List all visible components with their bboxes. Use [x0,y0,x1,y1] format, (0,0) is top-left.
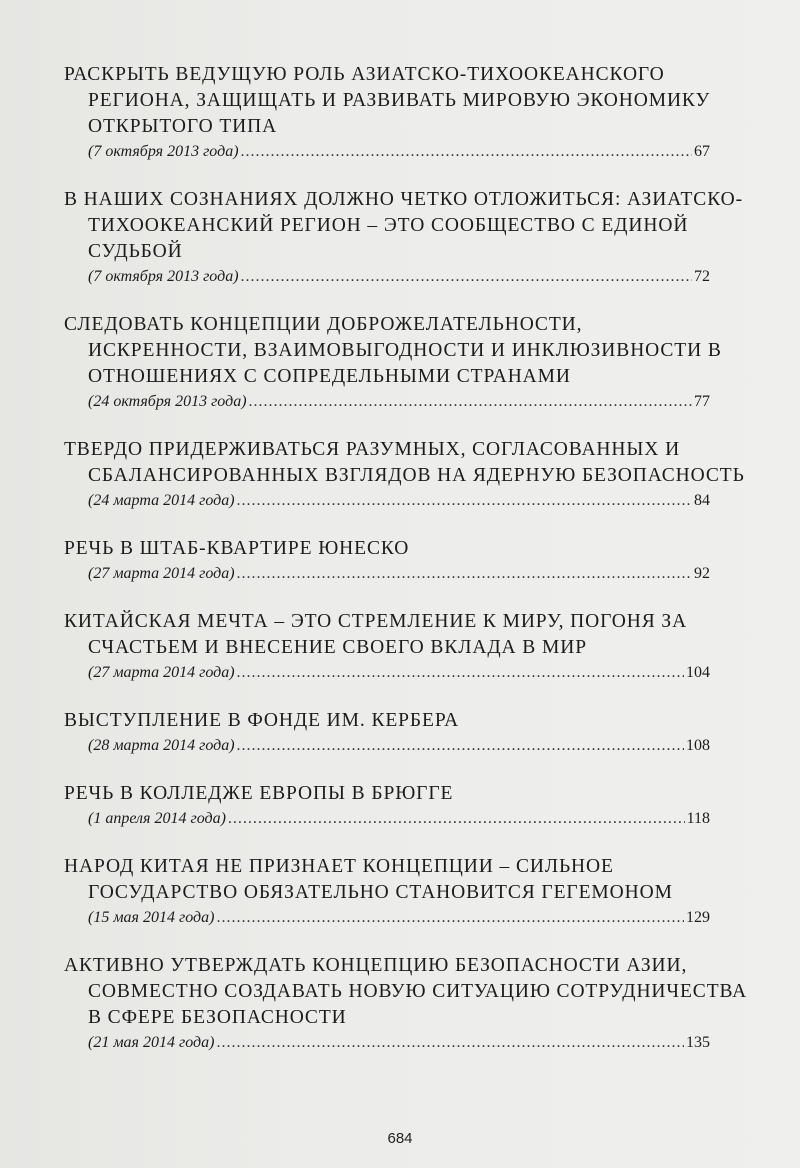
toc-entry-page: 104 [686,664,710,681]
toc-entry-title [64,781,710,807]
toc-title-line: НАРОД КИТАЯ НЕ ПРИЗНАЕТ КОНЦЕПЦИИ – СИЛЬНОЕ [64,856,614,877]
toc-entry-page: 67 [694,143,710,160]
toc-entry [64,312,722,413]
toc-entry-title [64,312,722,390]
toc-entry-page: 92 [694,565,710,582]
toc-title-line: КИТАЙСКАЯ МЕЧТА – ЭТО СТРЕМЛЕНИЕ К МИРУ, ПОГОНЯ ЗА [64,611,688,632]
dot-leader [216,1032,684,1054]
toc-entry-title [64,854,710,906]
toc-title-line: СБАЛАНСИРОВАННЫХ ВЗГЛЯДОВ НА ЯДЕРНУЮ БЕЗОПАСНОСТЬ [88,465,745,486]
toc-entry-page: 129 [686,909,710,926]
toc-entry [64,536,710,585]
toc-date-line [64,735,710,757]
toc-entry [64,187,743,288]
toc-date-line [64,490,710,512]
toc-entry-title [64,437,745,489]
toc-date-line [64,808,710,830]
toc-entry-page: 108 [686,737,710,754]
toc-title-line: СЛЕДОВАТЬ КОНЦЕПЦИИ ДОБРОЖЕЛАТЕЛЬНОСТИ, [64,314,583,335]
toc-entry-page: 77 [694,393,710,410]
toc-entry-date: (24 марта 2014 года) [88,492,235,509]
toc-entry [64,708,710,757]
toc-entry-date: (7 октября 2013 года) [88,268,239,285]
toc-entry-page: 118 [686,810,710,827]
toc-entry [64,437,745,512]
toc-title-line: РЕЧЬ В ШТАБ-КВАРТИРЕ ЮНЕСКО [64,538,410,559]
toc-entry-date: (21 мая 2014 года) [88,1034,215,1051]
toc-title-line: В НАШИХ СОЗНАНИЯХ ДОЛЖНО ЧЕТКО ОТЛОЖИТЬСЯ: АЗИАТСКО- [64,189,743,210]
toc-date-line [64,907,710,929]
toc-date-line [64,141,710,163]
toc-title-line: ТИХООКЕАНСКИЙ РЕГИОН – ЭТО СООБЩЕСТВО С ЕДИНОЙ [88,215,689,236]
dot-leader [216,907,684,929]
toc-title-line: ИСКРЕННОСТИ, ВЗАИМОВЫГОДНОСТИ И ИНКЛЮЗИВНОСТИ В [88,340,722,361]
toc-entry-date: (24 октября 2013 года) [88,393,247,410]
toc-entry-title [64,708,710,734]
dot-leader [237,563,692,585]
toc-title-line: ГОСУДАРСТВО ОБЯЗАТЕЛЬНО СТАНОВИТСЯ ГЕГЕМОНОМ [88,882,673,903]
toc-entry-date: (15 мая 2014 года) [88,909,215,926]
toc-entry-date: (27 марта 2014 года) [88,565,235,582]
toc-entry-date: (7 октября 2013 года) [88,143,239,160]
toc-title-line: ВЫСТУПЛЕНИЕ В ФОНДЕ ИМ. КЕРБЕРА [64,710,460,731]
toc-date-line [64,1032,710,1054]
toc-entry-title [64,62,710,140]
toc-entry-title [64,953,748,1031]
toc-date-line [64,391,710,413]
dot-leader [237,662,684,684]
toc-entry-page: 135 [686,1034,710,1051]
toc-date-line [64,266,710,288]
toc-entry [64,62,710,163]
toc-title-line: ОТНОШЕНИЯХ С СОПРЕДЕЛЬНЫМИ СТРАНАМИ [88,366,571,387]
dot-leader [249,391,692,413]
toc-title-line: АКТИВНО УТВЕРЖДАТЬ КОНЦЕПЦИЮ БЕЗОПАСНОСТИ АЗИИ, [64,955,688,976]
table-of-contents [64,62,748,1078]
toc-entry-title [64,187,743,265]
toc-title-line: СОВМЕСТНО СОЗДАВАТЬ НОВУЮ СИТУАЦИЮ СОТРУДНИЧЕСТВА [88,981,748,1002]
dot-leader [237,735,684,757]
toc-entry-date: (28 марта 2014 года) [88,737,235,754]
dot-leader [241,266,692,288]
toc-title-line: РАСКРЫТЬ ВЕДУЩУЮ РОЛЬ АЗИАТСКО-ТИХООКЕАНСКОГО [64,64,665,85]
dot-leader [228,808,685,830]
toc-entry [64,953,748,1054]
toc-title-line: РЕГИОНА, ЗАЩИЩАТЬ И РАЗВИВАТЬ МИРОВУЮ ЭКОНОМИКУ [88,90,711,111]
toc-title-line: РЕЧЬ В КОЛЛЕДЖЕ ЕВРОПЫ В БРЮГГЕ [64,783,454,804]
toc-title-line: ОТКРЫТОГО ТИПА [88,116,278,137]
toc-date-line [64,563,710,585]
toc-entry [64,781,710,830]
toc-entry [64,609,710,684]
toc-title-line: ТВЕРДО ПРИДЕРЖИВАТЬСЯ РАЗУМНЫХ, СОГЛАСОВАННЫХ И [64,439,681,460]
toc-date-line [64,662,710,684]
toc-entry-date: (1 апреля 2014 года) [88,810,226,827]
toc-entry-title [64,609,710,661]
toc-entry [64,854,710,929]
toc-title-line: В СФЕРЕ БЕЗОПАСНОСТИ [88,1007,347,1028]
toc-title-line: СУДЬБОЙ [88,241,183,262]
page-number: 684 [387,1130,413,1147]
toc-title-line: СЧАСТЬЕМ И ВНЕСЕНИЕ СВОЕГО ВКЛАДА В МИР [88,637,587,658]
toc-entry-page: 72 [694,268,710,285]
toc-entry-title [64,536,710,562]
dot-leader [241,141,692,163]
toc-entry-page: 84 [694,492,710,509]
dot-leader [237,490,692,512]
toc-entry-date: (27 марта 2014 года) [88,664,235,681]
